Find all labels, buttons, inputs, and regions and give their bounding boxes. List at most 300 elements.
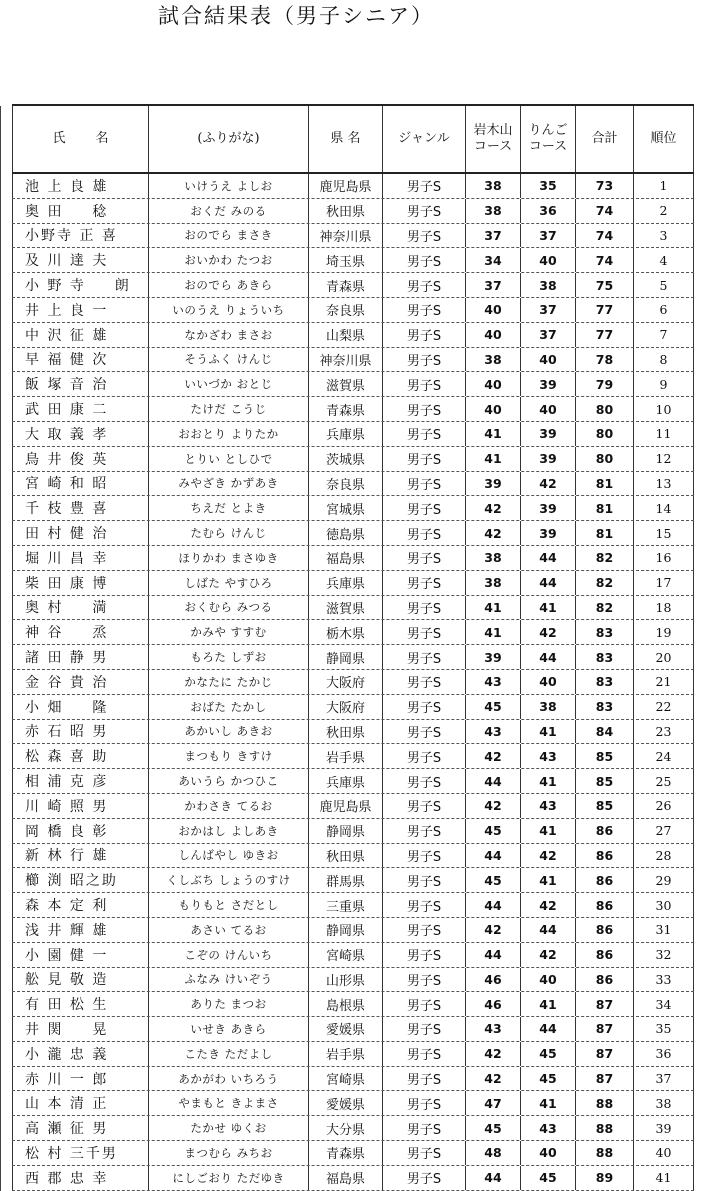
player-prefecture: 宮城県 — [309, 496, 383, 520]
player-prefecture: 奈良県 — [309, 298, 383, 322]
player-genre: 男子S — [383, 496, 466, 520]
page-title: 試合結果表（男子シニア） — [158, 4, 434, 28]
table-row — [12, 645, 694, 670]
rank: 38 — [634, 1091, 694, 1115]
rank: 14 — [634, 496, 694, 520]
player-genre: 男子S — [383, 1091, 466, 1115]
course2-score: 43 — [521, 1116, 576, 1140]
course1-score: 43 — [466, 720, 521, 744]
player-genre: 男子S — [383, 447, 466, 471]
rank: 16 — [634, 546, 694, 570]
player-kana: しばた やすひろ — [149, 571, 309, 595]
course1-score: 45 — [466, 1116, 521, 1140]
rank: 4 — [634, 248, 694, 272]
header-rank: 順位 — [634, 106, 694, 172]
rank: 21 — [634, 670, 694, 694]
rank: 24 — [634, 744, 694, 768]
rank: 31 — [634, 918, 694, 942]
course2-score: 39 — [521, 496, 576, 520]
player-name: 金 谷 貴 治 — [12, 670, 149, 694]
table-row — [12, 472, 694, 497]
player-kana: あかがわ いちろう — [149, 1067, 309, 1091]
course1-score: 43 — [466, 670, 521, 694]
player-kana: おばた たかし — [149, 695, 309, 719]
course2-score: 35 — [521, 174, 576, 198]
player-kana: おいかわ たつお — [149, 248, 309, 272]
player-name: 宮 崎 和 昭 — [12, 472, 149, 496]
player-prefecture: 三重県 — [309, 893, 383, 917]
player-name: 有 田 松 生 — [12, 992, 149, 1016]
player-genre: 男子S — [383, 1141, 466, 1165]
player-genre: 男子S — [383, 1017, 466, 1041]
total-score: 80 — [576, 422, 634, 446]
player-genre: 男子S — [383, 992, 466, 1016]
course2-score: 39 — [521, 422, 576, 446]
total-score: 74 — [576, 199, 634, 223]
total-score: 88 — [576, 1141, 634, 1165]
player-name: 赤 石 昭 男 — [12, 720, 149, 744]
total-score: 85 — [576, 794, 634, 818]
course2-score: 41 — [521, 769, 576, 793]
course1-score: 38 — [466, 546, 521, 570]
player-kana: おおとり よりたか — [149, 422, 309, 446]
rank: 18 — [634, 596, 694, 620]
player-kana: たむら けんじ — [149, 521, 309, 545]
player-kana: かみや すすむ — [149, 620, 309, 644]
player-genre: 男子S — [383, 571, 466, 595]
player-prefecture: 愛媛県 — [309, 1017, 383, 1041]
player-genre: 男子S — [383, 819, 466, 843]
course2-score: 38 — [521, 695, 576, 719]
player-kana: くしぶち しょうのすけ — [149, 868, 309, 892]
player-kana: おくだ みのる — [149, 199, 309, 223]
course1-score: 44 — [466, 769, 521, 793]
total-score: 86 — [576, 918, 634, 942]
player-name: 奥 田 稔 — [12, 199, 149, 223]
course1-score: 48 — [466, 1141, 521, 1165]
player-prefecture: 茨城県 — [309, 447, 383, 471]
rank: 34 — [634, 992, 694, 1016]
player-prefecture: 鹿児島県 — [309, 794, 383, 818]
course2-score: 39 — [521, 521, 576, 545]
player-name: 田 村 健 治 — [12, 521, 149, 545]
player-kana: ありた まつお — [149, 992, 309, 1016]
player-kana: いいづか おとじ — [149, 372, 309, 396]
header-genre: ジャンル — [383, 106, 466, 172]
course1-score: 46 — [466, 968, 521, 992]
total-score: 87 — [576, 1042, 634, 1066]
total-score: 85 — [576, 769, 634, 793]
course2-score: 41 — [521, 819, 576, 843]
table-row — [12, 1067, 694, 1092]
total-score: 86 — [576, 943, 634, 967]
player-kana: とりい としひで — [149, 447, 309, 471]
player-name: 池 上 良 雄 — [12, 174, 149, 198]
table-row — [12, 893, 694, 918]
table-row — [12, 372, 694, 397]
course1-score: 42 — [466, 918, 521, 942]
player-name: 松 森 喜 助 — [12, 744, 149, 768]
table-row — [12, 794, 694, 819]
player-name: 諸 田 静 男 — [12, 645, 149, 669]
table-row — [12, 273, 694, 298]
course1-score: 45 — [466, 695, 521, 719]
player-prefecture: 兵庫県 — [309, 571, 383, 595]
player-prefecture: 奈良県 — [309, 472, 383, 496]
course2-score: 43 — [521, 794, 576, 818]
total-score: 86 — [576, 893, 634, 917]
rank: 23 — [634, 720, 694, 744]
table-row — [12, 199, 694, 224]
table-row — [12, 521, 694, 546]
player-kana: あさい てるお — [149, 918, 309, 942]
course1-score: 42 — [466, 496, 521, 520]
table-row — [12, 844, 694, 869]
player-name: 鳥 井 俊 英 — [12, 447, 149, 471]
total-score: 75 — [576, 273, 634, 297]
course2-score: 45 — [521, 1067, 576, 1091]
total-score: 80 — [576, 397, 634, 421]
course2-score: 44 — [521, 1017, 576, 1041]
player-genre: 男子S — [383, 199, 466, 223]
total-score: 78 — [576, 348, 634, 372]
table-row — [12, 224, 694, 249]
total-score: 81 — [576, 472, 634, 496]
course1-score: 39 — [466, 472, 521, 496]
player-kana: そうふく けんじ — [149, 348, 309, 372]
player-name: 岡 橋 良 彰 — [12, 819, 149, 843]
table-row — [12, 943, 694, 968]
table-row — [12, 447, 694, 472]
total-score: 74 — [576, 248, 634, 272]
player-genre: 男子S — [383, 298, 466, 322]
player-kana: いせき あきら — [149, 1017, 309, 1041]
player-prefecture: 島根県 — [309, 992, 383, 1016]
player-prefecture: 福島県 — [309, 1166, 383, 1190]
course2-score: 37 — [521, 323, 576, 347]
total-score: 87 — [576, 1067, 634, 1091]
rank: 29 — [634, 868, 694, 892]
rank: 5 — [634, 273, 694, 297]
player-kana: いけうえ よしお — [149, 174, 309, 198]
rank: 37 — [634, 1067, 694, 1091]
table-row — [12, 1116, 694, 1141]
table-row — [12, 744, 694, 769]
total-score: 86 — [576, 968, 634, 992]
player-prefecture: 静岡県 — [309, 819, 383, 843]
course2-score: 44 — [521, 918, 576, 942]
course2-score: 40 — [521, 968, 576, 992]
course1-score: 42 — [466, 1042, 521, 1066]
rank: 1 — [634, 174, 694, 198]
total-score: 82 — [576, 596, 634, 620]
player-genre: 男子S — [383, 794, 466, 818]
table-row — [12, 546, 694, 571]
course2-score: 42 — [521, 620, 576, 644]
player-name: 西 郡 忠 幸 — [12, 1166, 149, 1190]
player-name: 井 関 晃 — [12, 1017, 149, 1041]
player-name: 川 崎 照 男 — [12, 794, 149, 818]
player-kana: たけだ こうじ — [149, 397, 309, 421]
course2-score: 43 — [521, 744, 576, 768]
total-score: 83 — [576, 645, 634, 669]
player-genre: 男子S — [383, 744, 466, 768]
course2-score: 40 — [521, 397, 576, 421]
table-row — [12, 1042, 694, 1067]
course1-score: 38 — [466, 348, 521, 372]
player-genre: 男子S — [383, 1042, 466, 1066]
rank: 40 — [634, 1141, 694, 1165]
rank: 9 — [634, 372, 694, 396]
player-genre: 男子S — [383, 422, 466, 446]
player-name: 相 浦 克 彦 — [12, 769, 149, 793]
player-genre: 男子S — [383, 943, 466, 967]
table-body — [12, 174, 694, 1191]
results-table — [12, 104, 694, 1191]
player-kana: あいうら かつひこ — [149, 769, 309, 793]
player-name: 山 本 清 正 — [12, 1091, 149, 1115]
player-genre: 男子S — [383, 248, 466, 272]
player-kana: ほりかわ まさゆき — [149, 546, 309, 570]
rank: 12 — [634, 447, 694, 471]
course1-score: 42 — [466, 1067, 521, 1091]
player-prefecture: 滋賀県 — [309, 372, 383, 396]
player-kana: なかざわ まさお — [149, 323, 309, 347]
rank: 2 — [634, 199, 694, 223]
player-genre: 男子S — [383, 720, 466, 744]
player-genre: 男子S — [383, 968, 466, 992]
total-score: 87 — [576, 1017, 634, 1041]
player-kana: やまもと きよまさ — [149, 1091, 309, 1115]
total-score: 77 — [576, 323, 634, 347]
player-prefecture: 大阪府 — [309, 670, 383, 694]
course2-score: 41 — [521, 868, 576, 892]
player-name: 井 上 良 一 — [12, 298, 149, 322]
player-genre: 男子S — [383, 1067, 466, 1091]
rank: 26 — [634, 794, 694, 818]
course1-score: 46 — [466, 992, 521, 1016]
table-row — [12, 397, 694, 422]
total-score: 79 — [576, 372, 634, 396]
rank: 25 — [634, 769, 694, 793]
rank: 39 — [634, 1116, 694, 1140]
header-name: 氏名 — [12, 106, 149, 172]
player-prefecture: 青森県 — [309, 1141, 383, 1165]
header-kana: (ふりがな) — [149, 106, 309, 172]
course2-score: 40 — [521, 670, 576, 694]
player-kana: しんばやし ゆきお — [149, 844, 309, 868]
player-prefecture: 静岡県 — [309, 645, 383, 669]
player-name: 千 枝 豊 喜 — [12, 496, 149, 520]
player-genre: 男子S — [383, 397, 466, 421]
course1-score: 38 — [466, 174, 521, 198]
player-kana: ふなみ けいぞう — [149, 968, 309, 992]
table-row — [12, 968, 694, 993]
course1-score: 40 — [466, 372, 521, 396]
total-score: 80 — [576, 447, 634, 471]
rank: 15 — [634, 521, 694, 545]
player-prefecture: 福島県 — [309, 546, 383, 570]
player-genre: 男子S — [383, 645, 466, 669]
course1-score: 47 — [466, 1091, 521, 1115]
table-row — [12, 1166, 694, 1191]
table-row — [12, 868, 694, 893]
table-row — [12, 992, 694, 1017]
course2-score: 41 — [521, 1091, 576, 1115]
rank: 33 — [634, 968, 694, 992]
total-score: 89 — [576, 1166, 634, 1190]
course1-score: 40 — [466, 298, 521, 322]
table-row — [12, 1141, 694, 1166]
course1-score: 41 — [466, 447, 521, 471]
header-course1: 岩木山 コース — [466, 106, 521, 172]
course1-score: 41 — [466, 422, 521, 446]
player-name: 及 川 達 夫 — [12, 248, 149, 272]
table-row — [12, 1017, 694, 1042]
total-score: 77 — [576, 298, 634, 322]
player-kana: ちえだ とよき — [149, 496, 309, 520]
player-prefecture: 秋田県 — [309, 720, 383, 744]
table-row — [12, 323, 694, 348]
course1-score: 39 — [466, 645, 521, 669]
player-genre: 男子S — [383, 1116, 466, 1140]
course2-score: 41 — [521, 596, 576, 620]
course2-score: 44 — [521, 571, 576, 595]
table-row — [12, 496, 694, 521]
player-prefecture: 兵庫県 — [309, 769, 383, 793]
rank: 41 — [634, 1166, 694, 1190]
course1-score: 38 — [466, 571, 521, 595]
course1-score: 44 — [466, 844, 521, 868]
rank: 10 — [634, 397, 694, 421]
player-genre: 男子S — [383, 372, 466, 396]
player-genre: 男子S — [383, 893, 466, 917]
header-course2: りんご コース — [521, 106, 576, 172]
player-kana: おのでら まさき — [149, 224, 309, 248]
player-genre: 男子S — [383, 670, 466, 694]
player-prefecture: 栃木県 — [309, 620, 383, 644]
player-genre: 男子S — [383, 1166, 466, 1190]
course1-score: 44 — [466, 943, 521, 967]
player-prefecture: 山形県 — [309, 968, 383, 992]
player-name: 松 村 三千男 — [12, 1141, 149, 1165]
course2-score: 37 — [521, 298, 576, 322]
course1-score: 40 — [466, 397, 521, 421]
total-score: 86 — [576, 844, 634, 868]
player-prefecture: 群馬県 — [309, 868, 383, 892]
player-kana: もりもと さだとし — [149, 893, 309, 917]
course2-score: 37 — [521, 224, 576, 248]
player-genre: 男子S — [383, 273, 466, 297]
player-genre: 男子S — [383, 918, 466, 942]
player-kana: かわさき てるお — [149, 794, 309, 818]
player-name: 小野寺 正 喜 — [12, 224, 149, 248]
course1-score: 43 — [466, 1017, 521, 1041]
player-name: 中 沢 征 雄 — [12, 323, 149, 347]
player-prefecture: 大分県 — [309, 1116, 383, 1140]
total-score: 85 — [576, 744, 634, 768]
player-prefecture: 大阪府 — [309, 695, 383, 719]
course1-score: 42 — [466, 744, 521, 768]
player-genre: 男子S — [383, 844, 466, 868]
course2-score: 42 — [521, 893, 576, 917]
rank: 28 — [634, 844, 694, 868]
player-prefecture: 宮崎県 — [309, 1067, 383, 1091]
player-name: 新 林 行 雄 — [12, 844, 149, 868]
course2-score: 38 — [521, 273, 576, 297]
total-score: 81 — [576, 521, 634, 545]
player-genre: 男子S — [383, 620, 466, 644]
player-prefecture: 神奈川県 — [309, 348, 383, 372]
rank: 30 — [634, 893, 694, 917]
course2-score: 44 — [521, 645, 576, 669]
total-score: 83 — [576, 670, 634, 694]
rank: 27 — [634, 819, 694, 843]
table-row — [12, 769, 694, 794]
player-prefecture: 青森県 — [309, 397, 383, 421]
player-prefecture: 愛媛県 — [309, 1091, 383, 1115]
table-row — [12, 1091, 694, 1116]
course1-score: 34 — [466, 248, 521, 272]
player-name: 高 瀬 征 男 — [12, 1116, 149, 1140]
player-genre: 男子S — [383, 348, 466, 372]
player-kana: おくむら みつる — [149, 596, 309, 620]
player-name: 小 園 健 一 — [12, 943, 149, 967]
player-kana: みやざき かずあき — [149, 472, 309, 496]
player-genre: 男子S — [383, 695, 466, 719]
player-kana: かなたに たかじ — [149, 670, 309, 694]
course2-score: 42 — [521, 943, 576, 967]
course1-score: 42 — [466, 521, 521, 545]
table-row — [12, 695, 694, 720]
course2-score: 40 — [521, 348, 576, 372]
table-row — [12, 248, 694, 273]
player-genre: 男子S — [383, 546, 466, 570]
course2-score: 39 — [521, 372, 576, 396]
player-prefecture: 鹿児島県 — [309, 174, 383, 198]
rank: 11 — [634, 422, 694, 446]
course1-score: 37 — [466, 273, 521, 297]
table-row — [12, 819, 694, 844]
player-prefecture: 岩手県 — [309, 1042, 383, 1066]
course2-score: 40 — [521, 248, 576, 272]
rank: 36 — [634, 1042, 694, 1066]
player-kana: にしごおり ただゆき — [149, 1166, 309, 1190]
player-genre: 男子S — [383, 174, 466, 198]
total-score: 81 — [576, 496, 634, 520]
player-prefecture: 兵庫県 — [309, 422, 383, 446]
total-score: 88 — [576, 1116, 634, 1140]
table-row — [12, 298, 694, 323]
player-prefecture: 滋賀県 — [309, 596, 383, 620]
total-score: 86 — [576, 868, 634, 892]
player-name: 飯 塚 音 治 — [12, 372, 149, 396]
total-score: 73 — [576, 174, 634, 198]
player-prefecture: 徳島県 — [309, 521, 383, 545]
player-name: 櫛 渕 昭之助 — [12, 868, 149, 892]
rank: 22 — [634, 695, 694, 719]
total-score: 88 — [576, 1091, 634, 1115]
player-prefecture: 秋田県 — [309, 199, 383, 223]
rank: 35 — [634, 1017, 694, 1041]
player-name: 神 谷 烝 — [12, 620, 149, 644]
player-kana: おのでら あきら — [149, 273, 309, 297]
total-score: 87 — [576, 992, 634, 1016]
player-name: 大 取 義 孝 — [12, 422, 149, 446]
rank: 8 — [634, 348, 694, 372]
table-row — [12, 918, 694, 943]
header-prefecture: 県 名 — [309, 106, 383, 172]
